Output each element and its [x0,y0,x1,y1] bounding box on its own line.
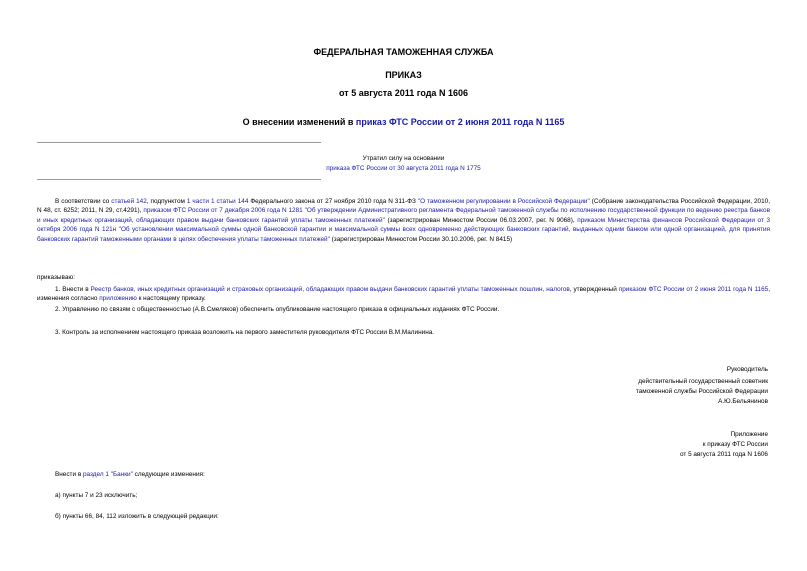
status-line: Утратил силу на основании [362,155,445,162]
preamble-text: (Собрание законодательства Российской Федерации, 2010, N 48, ст. 6252; 2011, N 29, ст.4291), [37,198,770,215]
link-registry[interactable]: Реестр банков, иных кредитных организаций и страховых организаций, обладающих правом выдачи банковских гарантий уплаты таможенных пошлин, налогов [90,286,570,293]
item-text: , утвержденный [569,286,619,293]
link-article-142[interactable]: статьей 142 [111,198,147,205]
changes-intro [55,470,770,479]
signature-name: А.Ю.Бельянинов [718,398,768,405]
change-a: а) пункты 7 и 23 исключить; [55,492,138,499]
item-text: , изменения согласно [37,286,771,303]
appendix-line-3: от 5 августа 2011 года N 1606 [679,451,768,458]
preamble-text: (зарегистрирован Минюстом России 30.10.2006, рег. N 8415) [329,235,513,243]
preamble-paragraph [37,197,770,244]
link-order-1281[interactable]: приказом ФТС России от 7 декабря 2006 года N 1281 "Об утверждении Административного регламента Федеральной таможенной службы по исполнению государственной функции по ведению реестра банков и иных кредитных организаций, обладающих правом выдачи банковских гарантий уплаты таможенных платежей" [37,207,770,224]
link-appendix[interactable]: приложению [99,295,137,303]
title-prefix: О внесении изменений в [242,117,356,127]
signature-line-3: таможенной службы Российской Федерации [635,388,768,395]
signature-line-1: Руководитель [726,366,768,373]
link-order-1165[interactable]: приказом ФТС России от 2 июня 2011 года N 1165 [618,286,769,293]
doc-type: ПРИКАЗ [385,70,422,80]
order-word: приказываю: [37,274,75,281]
link-section-1[interactable]: раздел 1 "Банки" [82,471,133,478]
preamble-text: , подпунктом [146,198,187,205]
link-order-121n[interactable]: приказом Министерства финансов Российской Федерации от 3 октября 2006 года N 121н "Об установлении максимальной суммы одной банковской гарантии и максимальной суммы всех одновременно действующих банковских гарантий, выданных одним банком или одной организацией, для принятия банковских гарантий таможенными органами в целях обеспечения уплаты таможенных платежей" [37,216,771,243]
link-article-144[interactable]: 1 части 1 статьи 144 [186,198,249,205]
divider-bottom [37,179,321,180]
link-customs-law[interactable]: "О таможенном регулировании в Российской Федерации" [417,198,590,205]
appendix-line-1: Приложение [730,431,768,438]
preamble-text: Федерального закона от 27 ноября 2010 года N 311-ФЗ [248,198,418,205]
appendix-line-2: к приказу ФТС России [702,441,768,448]
changes-text: Внести в [55,471,83,478]
item-text: к настоящему приказу. [136,295,206,303]
item-text: 1. Внести в [55,286,91,293]
doc-date-number: от 5 августа 2011 года N 1606 [339,88,468,98]
agency-name: ФЕДЕРАЛЬНАЯ ТАМОЖЕННАЯ СЛУЖБА [313,47,494,57]
item-3: 3. Контроль за исполнением настоящего приказа возложить на первого заместителя руководителя ФТС России В.М.Малинина. [55,329,435,336]
item-2: 2. Управлению по связям с общественностью (А.В.Смеляков) обеспечить опубликование настоящего приказа в официальных изданиях ФТС России. [55,306,500,313]
doc-title [0,117,807,127]
item-1 [37,285,770,304]
divider-top [37,142,321,143]
preamble-text: (зарегистрирован Минюстом России 06.03.2007, рег. N 9068), [384,216,578,224]
changes-text: следующие изменения: [132,471,205,478]
change-b: б) пункты 66, 84, 112 изложить в следующей редакции: [55,513,219,520]
signature-line-2: действительный государственный советник [638,378,768,385]
status-link[interactable]: приказа ФТС России от 30 августа 2011 года N 1775 [326,165,481,172]
preamble-text: В соответствии со [55,198,112,205]
title-link[interactable]: приказ ФТС России от 2 июня 2011 года N 1165 [355,117,565,127]
